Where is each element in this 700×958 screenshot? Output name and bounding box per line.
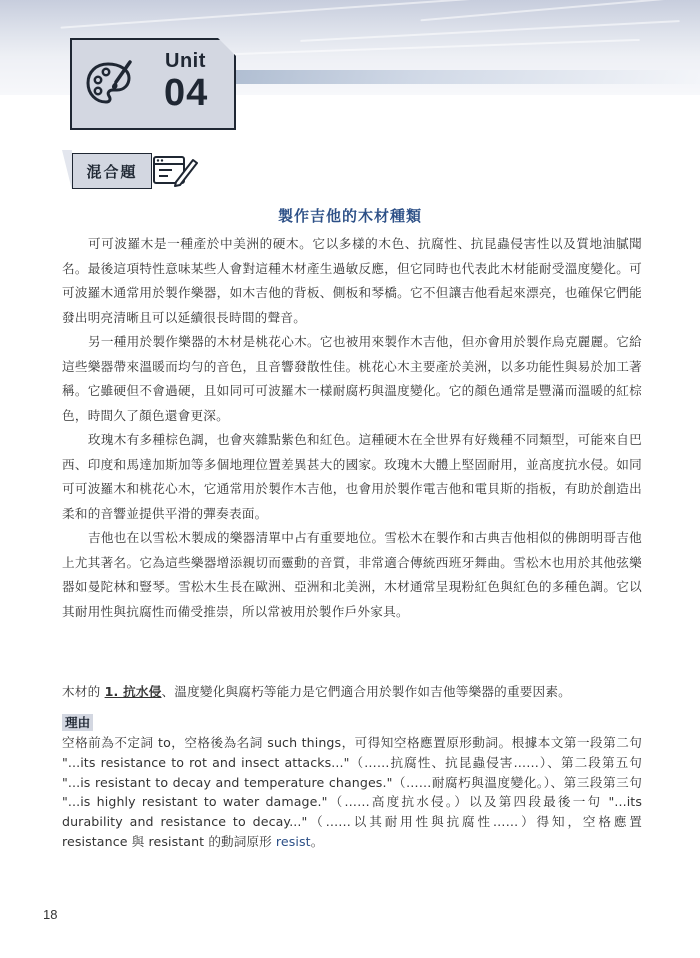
tag-notch (62, 150, 72, 190)
unit-number: 04 (164, 72, 209, 114)
question-prefix: 木材的 (62, 684, 105, 699)
article-paragraph-3: 玫瑰木有多種棕色調，也會夾雜點紫色和紅色。這種硬木在全世界有好幾種不同類型，可能來自巴西、印度和馬達加斯加等多個地理位置差異甚大的國家。玫瑰木大體上堅固耐用，並高度抗水侵。如同可可波羅木和桃花心木，它通常用於製作木吉他，也會用於製作電吉他和電貝斯的指板，有助於創造出柔和的音響並提供平滑的彈奏表面。 (62, 432, 642, 521)
question-suffix: 、溫度變化與腐朽等能力是它們適合用於製作如吉他等樂器的重要因素。 (161, 684, 571, 699)
unit-label: Unit (165, 50, 206, 72)
section-tag: 混合題 (72, 153, 152, 189)
reason-text: 空格前為不定詞 to，空格後為名詞 such things，可得知空格應置原形動詞。根據本文第一段第二句 "...its resistance to rot and insect attacks..."（……抗腐性、抗昆蟲侵害……）、第二段第五句 "...is resistant to decay and temperature changes."（……耐腐朽與溫度變化。）、第三段第三句 "...is highly resistant to water damage."（……高度抗水侵。）以及第四段最後一句 "...its durability and resistance to decay..."（……以其耐用性與抗腐性……）得知，空格應置 resistance 與 resistant 的動詞原形 (62, 735, 642, 849)
question-blank: 1. 抗水侵 (104, 684, 162, 699)
browser-pencil-icon (152, 154, 198, 188)
page-number: 18 (43, 907, 58, 922)
reason-label: 理由 (62, 714, 93, 731)
article-paragraph-2: 另一種用於製作樂器的木材是桃花心木。它也被用來製作木吉他，但亦會用於製作烏克麗麗。它給這些樂器帶來溫暖而均勻的音色，且音響發散性佳。桃花心木主要產於美洲，以多功能性與易於加工著稱。它雖硬但不會過硬，且如同可可波羅木一樣耐腐朽與溫度變化。它的顏色通常是豐滿而溫暖的紅棕色，時間久了顏色還會更深。 (62, 334, 642, 423)
reason-answer: resist (275, 833, 311, 849)
question-sentence (62, 681, 652, 700)
article-paragraph-1: 可可波羅木是一種產於中美洲的硬木。它以多樣的木色、抗腐性、抗昆蟲侵害性以及質地油膩聞名。最後這項特性意味某些人會對這種木材產生過敏反應，但它同時也代表此木材能耐受溫度變化。可可波羅木通常用於製作樂器，如木吉他的背板、側板和琴橋。它不但讓吉他看起來漂亮，也確保它們能發出明亮清晰且可以延續很長時間的聲音。 (62, 236, 642, 325)
reason-explanation (62, 733, 642, 852)
reason-end: 。 (310, 833, 324, 849)
palette-brush-icon (84, 58, 134, 108)
article-title: 製作吉他的木材種類 (277, 207, 422, 225)
article-paragraph-4: 吉他也在以雪松木製成的樂器清單中占有重要地位。雪松木在製作和古典吉他相似的佛朗明哥吉他上尤其著名。它為這些樂器增添親切而靈動的音質，非常適合傳統西班牙舞曲。雪松木也用於其他弦樂器如曼陀林和豎琴。雪松木生長在歐洲、亞洲和北美洲，木材通常呈現粉紅色與紅色的多種色調。它以其耐用性與抗腐性而備受推崇，所以常被用於製作戶外家具。 (62, 530, 642, 619)
